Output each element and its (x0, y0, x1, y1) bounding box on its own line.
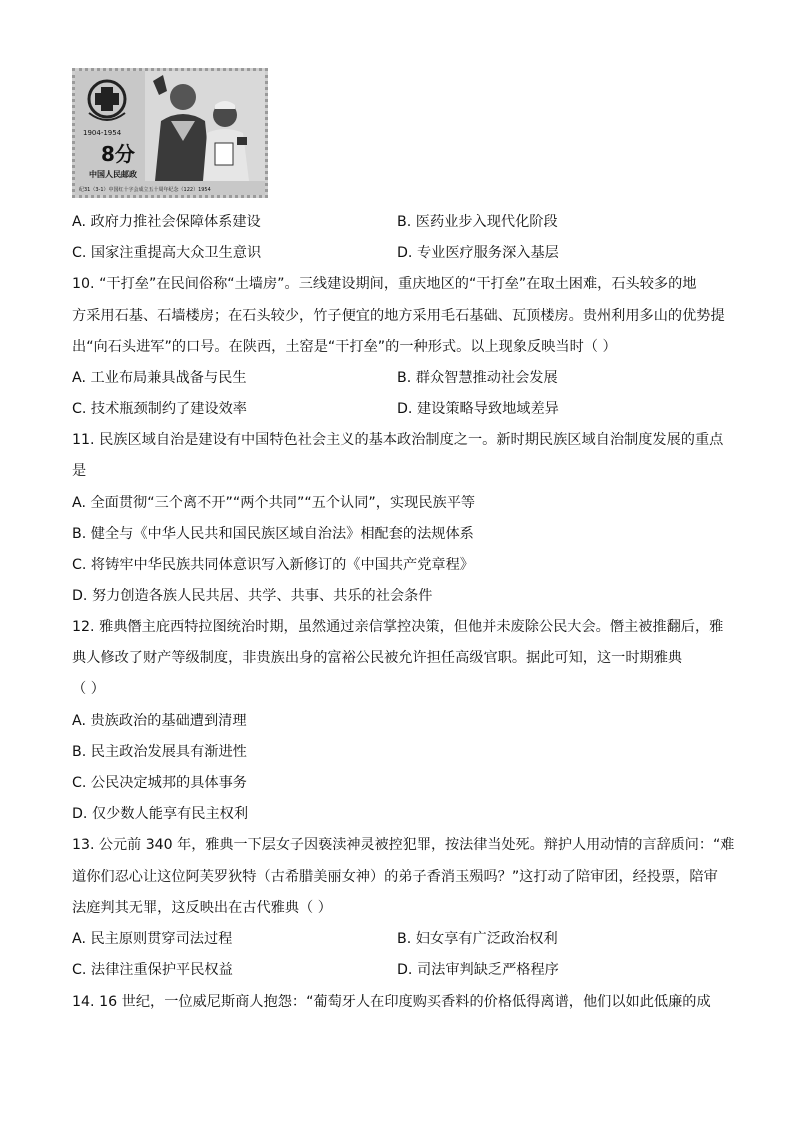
q13-option-d: D. 司法审判缺乏严格程序 (397, 962, 559, 978)
q11-option-c: C. 将铸牢中华民族共同体意识写入新修订的《中国共产党章程》 (72, 557, 474, 573)
q11-option-a: A. 全面贯彻“三个离不开”“两个共同”“五个认同”，实现民族平等 (72, 495, 476, 511)
q13-option-a: A. 民主原则贯穿司法过程 (72, 931, 233, 947)
q11-option-b: B. 健全与《中华人民共和国民族区域自治法》相配套的法规体系 (72, 526, 474, 542)
stamp-denomination: 8分 (101, 142, 135, 166)
q12-stem-line-3: （ ） (72, 681, 105, 697)
q10-stem-line-2: 方采用石基、石墙楼房；在石头较少，竹子便宜的地方采用毛石基础、瓦顶楼房。贵州利用多山的优势提 (72, 308, 725, 324)
q13-stem-line-2: 道你们忍心让这位阿芙罗狄特（古希腊美丽女神）的弟子香消玉殒吗？”这打动了陪审团，经投票，陪审 (72, 869, 718, 885)
q12-stem-line-2: 典人修改了财产等级制度，非贵族出身的富裕公民被允许担任高级官职。据此可知，这一时期雅典 (72, 650, 683, 666)
q12-option-d: D. 仅少数人能享有民主权利 (72, 806, 249, 822)
q9-option-c: C. 国家注重提高大众卫生意识 (72, 245, 262, 261)
q10-option-c: C. 技术瓶颈制约了建设效率 (72, 401, 247, 417)
q10-stem-line-3: 出“向石头进军”的口号。在陕西，土窑是“干打垒”的一种形式。以上现象反映当时（ ） (72, 339, 617, 355)
q12-option-b: B. 民主政治发展具有渐进性 (72, 744, 247, 760)
q10-option-d: D. 建设策略导致地域差异 (397, 401, 559, 417)
q11-option-d: D. 努力创造各族人民共居、共学、共事、共乐的社会条件 (72, 588, 433, 604)
q11-stem-line-2: 是 (72, 463, 87, 479)
q11-stem-line-1: 11. 民族区域自治是建设有中国特色社会主义的基本政治制度之一。新时期民族区域自治制度发展的重点 (72, 432, 724, 448)
stamp-country: 中国人民邮政 (89, 170, 137, 179)
stamp-caption: 纪31（3-1）中国红十字会成立五十周年纪念（122）1954 (79, 187, 211, 193)
q9-option-a: A. 政府力推社会保障体系建设 (72, 214, 261, 230)
stamp-years: 1904-1954 (83, 129, 122, 137)
red-cross-stamp-image (72, 68, 268, 198)
q14-stem-line-1: 14. 16 世纪，一位威尼斯商人抱怨：“葡萄牙人在印度购买香料的价格低得离谱，他们以如此低廉的成 (72, 994, 711, 1010)
q9-option-d: D. 专业医疗服务深入基层 (397, 245, 559, 261)
q10-option-a: A. 工业布局兼具战备与民生 (72, 370, 247, 386)
q9-option-b: B. 医药业步入现代化阶段 (397, 214, 558, 230)
q13-option-c: C. 法律注重保护平民权益 (72, 962, 233, 978)
q10-stem-line-1: 10. “干打垒”在民间俗称“土墙房”。三线建设期间，重庆地区的“干打垒”在取土困难，石头较多的地 (72, 276, 697, 292)
q12-option-a: A. 贵族政治的基础遭到清理 (72, 713, 247, 729)
q13-stem-line-1: 13. 公元前 340 年，雅典一下层女子因亵渎神灵被控犯罪，按法律当处死。辩护人用动情的言辞质问：“难 (72, 837, 735, 853)
q12-option-c: C. 公民决定城邦的具体事务 (72, 775, 247, 791)
q13-option-b: B. 妇女享有广泛政治权利 (397, 931, 558, 947)
q12-stem-line-1: 12. 雅典僭主庇西特拉图统治时期，虽然通过亲信掌控决策，但他并未废除公民大会。僭主被推翻后，雅 (72, 619, 724, 635)
q10-option-b: B. 群众智慧推动社会发展 (397, 370, 558, 386)
q13-stem-line-3: 法庭判其无罪，这反映出在古代雅典（ ） (72, 900, 332, 916)
